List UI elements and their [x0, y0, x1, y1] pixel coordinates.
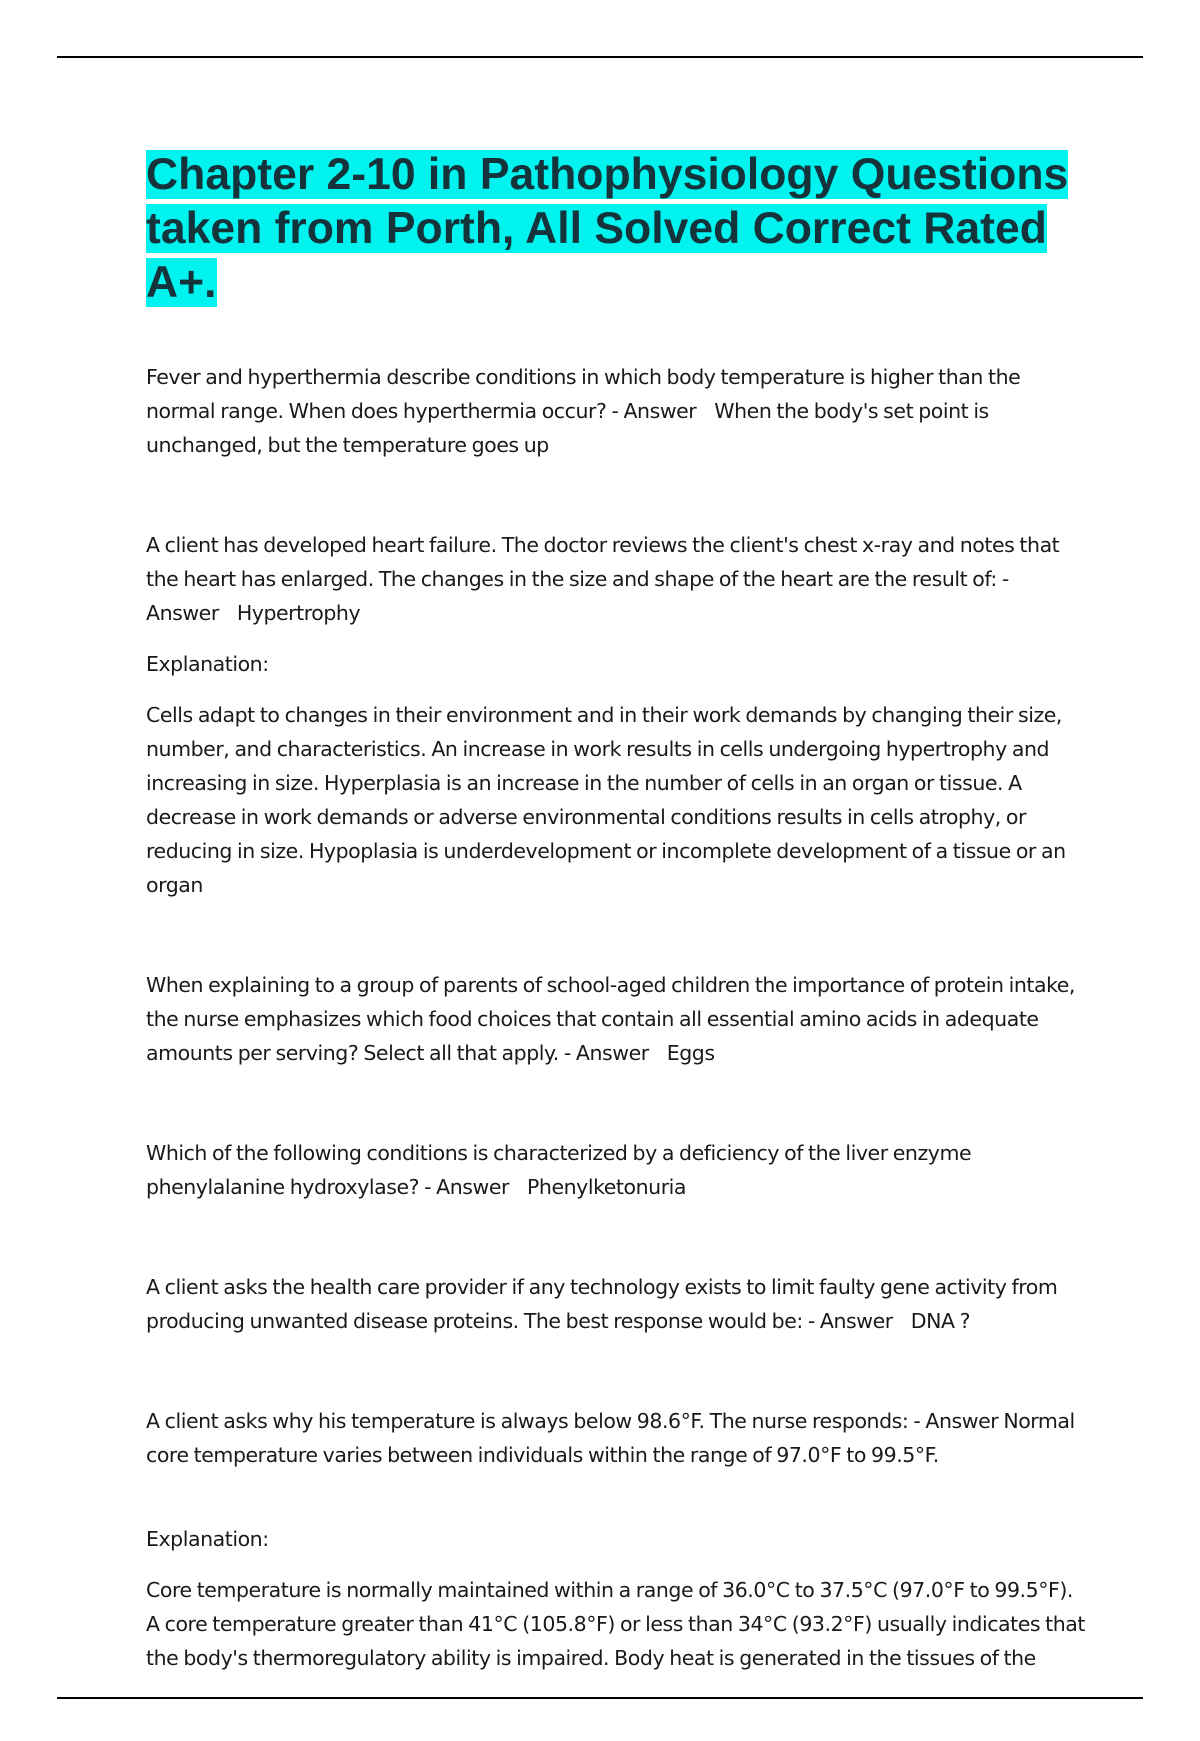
explanation-text: Core temperature is normally maintained within a range of 36.0°C to 37.5°C (97.0°F to 99.5°F). A core temperature greater than 41°C (105.8°F) or less than 34°C (93.2°F) usually indicates that the body's thermoregulatory ability is impaired. Body heat is generated in the tissues of the	[146, 1578, 1086, 1670]
qa-item-heart-failure	[146, 528, 1091, 902]
answer-text: Phenylketonuria	[526, 1175, 687, 1199]
document-body	[146, 148, 1091, 1741]
qa-item-hyperthermia	[146, 360, 1091, 462]
explanation-text: Cells adapt to changes in their environment and in their work demands by changing their size, number, and characteristics. An increase in work results in cells undergoing hypertrophy and increasing in size. Hyperplasia is an increase in the number of cells in an organ or tissue. A decrease in work demands or adverse environmental conditions results in cells atrophy, or reducing in size. Hypoplasia is underdevelopment or incomplete development of a tissue or an organ	[146, 703, 1066, 897]
footer-rule	[57, 1697, 1143, 1699]
question-text	[146, 528, 1091, 630]
answer-text: DNA ?	[910, 1309, 971, 1333]
question-text	[146, 1270, 1091, 1338]
answer-text: Hypertrophy	[236, 601, 361, 625]
document-title	[146, 148, 1091, 310]
explanation-label: Explanation:	[146, 1527, 269, 1551]
explanation-label: Explanation:	[146, 652, 269, 676]
highlighted-title-text: Chapter 2-10 in Pathophysiology Questions taken from Porth, All Solved Correct Rated A+.	[146, 150, 1069, 307]
question-stem: A client asks the health care provider if any technology exists to limit faulty gene activity from producing unwanted disease proteins. The best response would be: - Answer	[146, 1275, 1058, 1333]
qa-item-core-temperature	[146, 1404, 1091, 1675]
qa-item-phenylalanine	[146, 1136, 1091, 1204]
qa-item-protein-intake	[146, 968, 1091, 1070]
question-stem: When explaining to a group of parents of school-aged children the importance of protein intake, the nurse emphasizes which food choices that contain all essential amino acids in adequate amounts per serving? Select all that apply. - Answer	[146, 973, 1075, 1065]
answer-text: Eggs	[666, 1041, 715, 1065]
header-rule	[57, 56, 1143, 58]
question-text	[146, 1404, 1091, 1472]
question-stem: A client has developed heart failure. The doctor reviews the client's chest x-ray and notes that the heart has enlarged. The changes in the size and shape of the heart are the result of: - Answer	[146, 533, 1060, 625]
question-text	[146, 1136, 1091, 1204]
question-text	[146, 968, 1091, 1070]
question-text	[146, 360, 1091, 462]
answer-text: Normal core temperature varies between individuals within the range of 97.0°F to 99.5°F.	[146, 1409, 1075, 1467]
question-stem: Fever and hyperthermia describe conditions in which body temperature is higher than the normal range. When does hyperthermia occur? - Answer	[146, 365, 1021, 423]
question-stem: A client asks why his temperature is always below 98.6°F. The nurse responds: - Answer	[146, 1409, 999, 1433]
qa-item-gene-technology	[146, 1270, 1091, 1338]
answer-text: When the body's set point is unchanged, but the temperature goes up	[146, 399, 989, 457]
question-stem: Which of the following conditions is characterized by a deficiency of the liver enzyme phenylalanine hydroxylase? - Answer	[146, 1141, 972, 1199]
